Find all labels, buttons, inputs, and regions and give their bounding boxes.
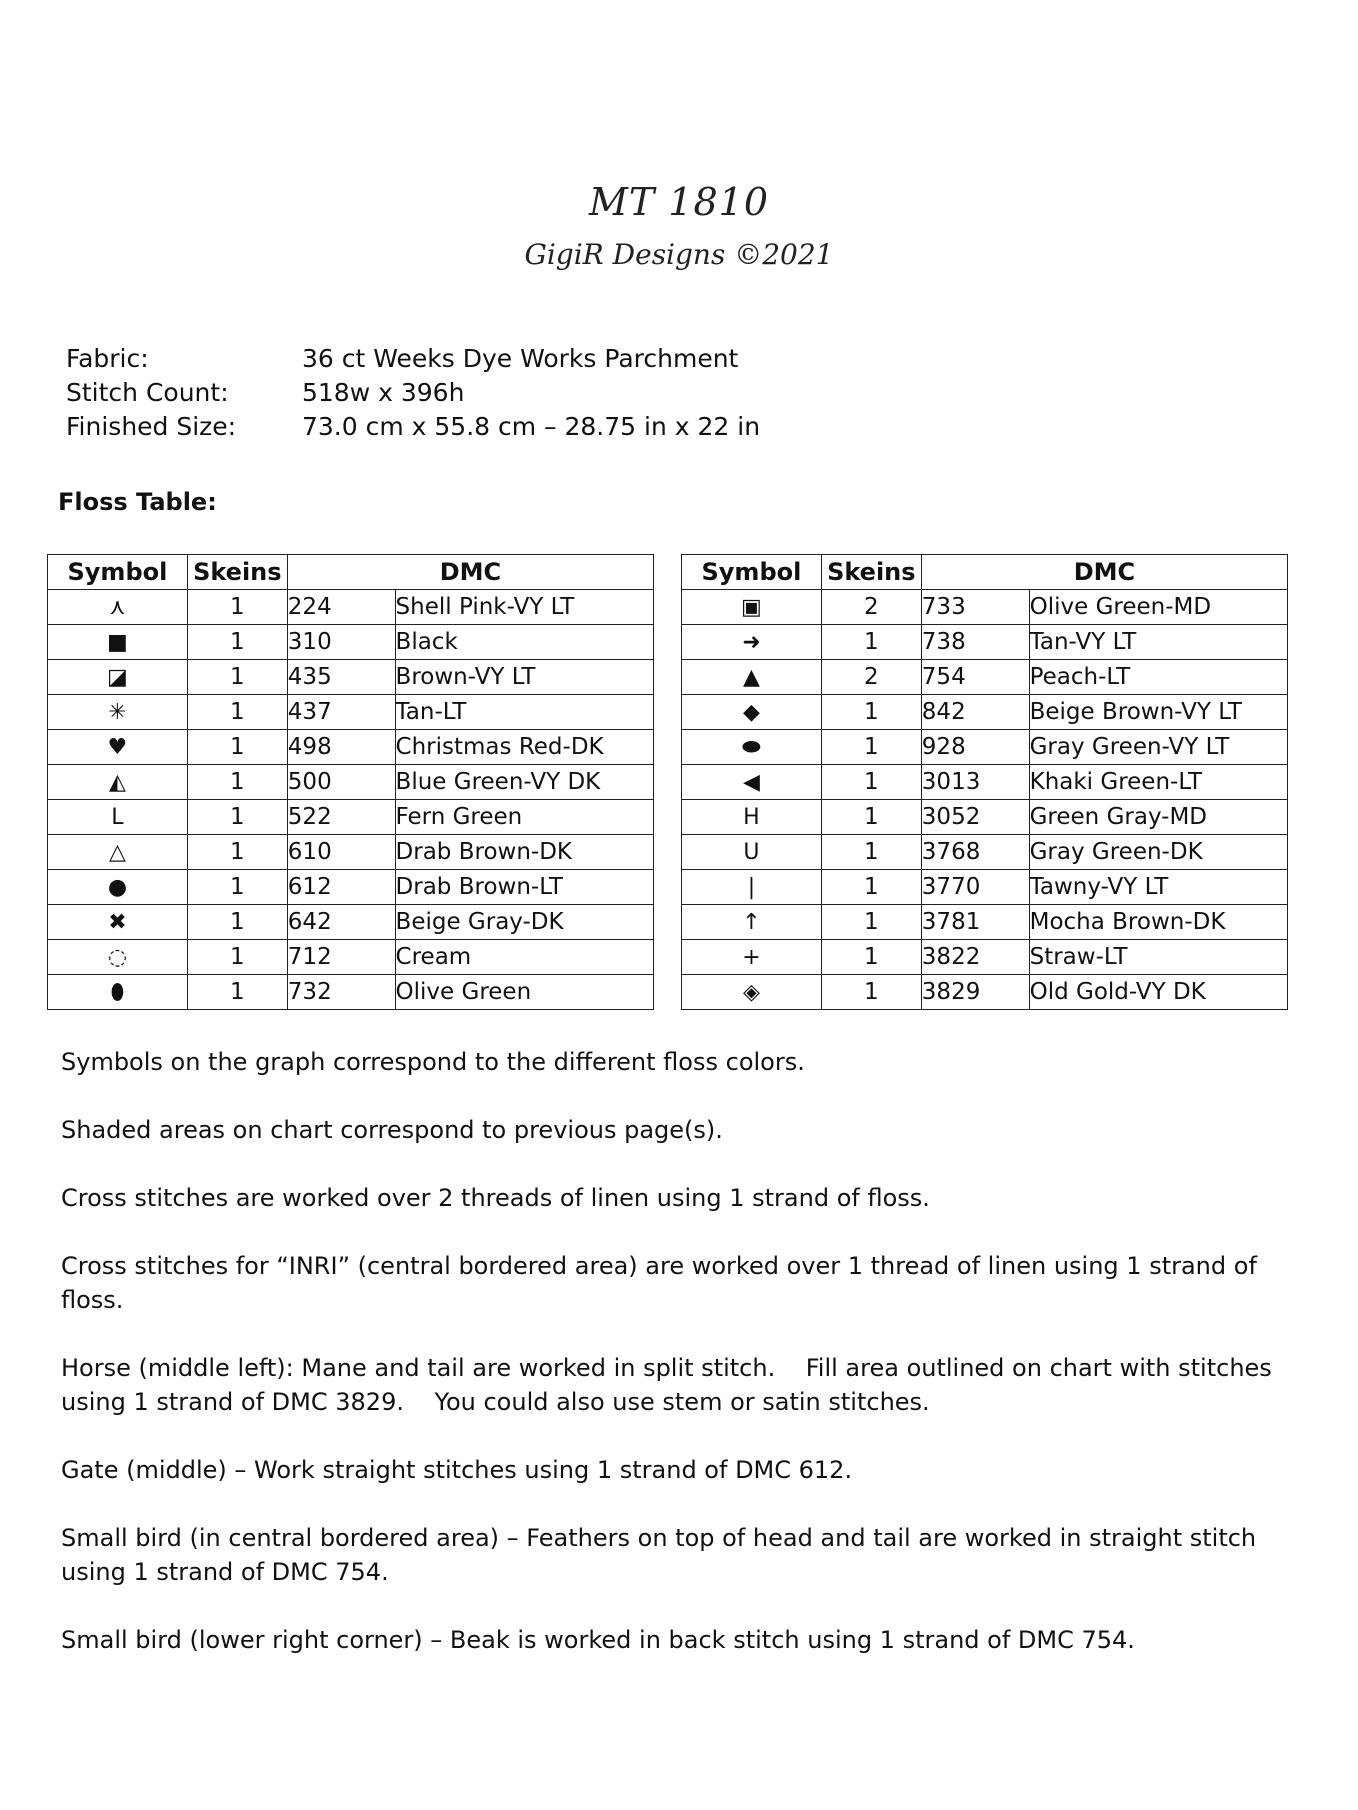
color-name-cell: Christmas Red-DK: [395, 730, 653, 765]
dmc-number-cell: 437: [287, 695, 395, 730]
skeins-cell: 1: [187, 835, 287, 870]
table-row: [48, 940, 654, 975]
skeins-cell: 1: [187, 940, 287, 975]
color-name-cell: Drab Brown-LT: [395, 870, 653, 905]
stitching-notes: [61, 1045, 1311, 1691]
spec-label: Fabric:: [66, 344, 149, 373]
table-row: [48, 730, 654, 765]
floss-table-right: [681, 554, 1288, 1010]
bold-x-icon: ✖: [48, 905, 188, 940]
dmc-number-cell: 842: [921, 695, 1029, 730]
caret-icon: ⋏: [48, 590, 188, 625]
dmc-number-cell: 610: [287, 835, 395, 870]
color-name-cell: Blue Green-VY DK: [395, 765, 653, 800]
color-name-cell: Peach-LT: [1029, 660, 1287, 695]
dmc-number-cell: 3829: [921, 975, 1029, 1010]
skeins-cell: 1: [821, 870, 921, 905]
note-paragraph: Shaded areas on chart correspond to previous page(s).: [61, 1116, 723, 1144]
skeins-cell: 1: [821, 695, 921, 730]
skeins-cell: 2: [821, 660, 921, 695]
vertical-bar-icon: |: [682, 870, 822, 905]
table-row: [682, 940, 1288, 975]
dmc-number-cell: 3768: [921, 835, 1029, 870]
dmc-header: DMC: [921, 555, 1287, 590]
table-row: [48, 905, 654, 940]
color-name-cell: Olive Green: [395, 975, 653, 1010]
skeins-cell: 1: [187, 975, 287, 1010]
dmc-number-cell: 3052: [921, 800, 1029, 835]
color-name-cell: Tan-VY LT: [1029, 625, 1287, 660]
color-name-cell: Olive Green-MD: [1029, 590, 1287, 625]
table-row: [48, 870, 654, 905]
spec-fabric: [66, 342, 760, 376]
skeins-cell: 1: [821, 730, 921, 765]
spec-stitch-count: [66, 376, 760, 410]
filled-oval-icon: ⬮: [48, 975, 188, 1010]
dmc-header: DMC: [287, 555, 653, 590]
color-name-cell: Black: [395, 625, 653, 660]
dmc-number-cell: 435: [287, 660, 395, 695]
color-name-cell: Cream: [395, 940, 653, 975]
table-row: [682, 975, 1288, 1010]
color-name-cell: Drab Brown-DK: [395, 835, 653, 870]
pattern-specs: [66, 342, 760, 444]
skeins-cell: 1: [187, 625, 287, 660]
color-name-cell: Beige Gray-DK: [395, 905, 653, 940]
color-name-cell: Straw-LT: [1029, 940, 1287, 975]
table-row: [682, 905, 1288, 940]
dmc-number-cell: 3770: [921, 870, 1029, 905]
floss-table-left: [47, 554, 654, 1010]
skeins-cell: 2: [821, 590, 921, 625]
letter-u-icon: U: [682, 835, 822, 870]
dmc-number-cell: 3013: [921, 765, 1029, 800]
note-paragraph: Gate (middle) – Work straight stitches using 1 strand of DMC 612.: [61, 1456, 853, 1484]
table-row: [682, 625, 1288, 660]
skeins-cell: 1: [187, 660, 287, 695]
dmc-number-cell: 928: [921, 730, 1029, 765]
skeins-header: Skeins: [821, 555, 921, 590]
heart-icon: ♥: [48, 730, 188, 765]
table-row: [48, 625, 654, 660]
color-name-cell: Tawny-VY LT: [1029, 870, 1287, 905]
table-row: [48, 975, 654, 1010]
dmc-number-cell: 224: [287, 590, 395, 625]
color-name-cell: Shell Pink-VY LT: [395, 590, 653, 625]
skeins-header: Skeins: [187, 555, 287, 590]
filled-diamond-icon: ◆: [682, 695, 822, 730]
skeins-cell: 1: [187, 800, 287, 835]
note-paragraph: Small bird (lower right corner) – Beak is worked in back stitch using 1 strand of DMC 754.: [61, 1626, 1135, 1654]
dmc-number-cell: 738: [921, 625, 1029, 660]
dmc-number-cell: 732: [287, 975, 395, 1010]
table-row: [682, 765, 1288, 800]
left-triangle-icon: ◀: [682, 765, 822, 800]
dmc-number-cell: 754: [921, 660, 1029, 695]
color-name-cell: Green Gray-MD: [1029, 800, 1287, 835]
skeins-cell: 1: [187, 695, 287, 730]
letter-h-icon: H: [682, 800, 822, 835]
dmc-number-cell: 642: [287, 905, 395, 940]
table-row: [682, 835, 1288, 870]
pill-icon: ⬬: [682, 730, 822, 765]
diamond-in-diamond-icon: ◈: [682, 975, 822, 1010]
up-arrow-icon: ↑: [682, 905, 822, 940]
floss-table-heading: Floss Table:: [58, 488, 217, 516]
note-paragraph: Cross stitches for “INRI” (central bordered area) are worked over 1 thread of linen using 1 strand of floss.: [61, 1252, 1265, 1314]
dmc-number-cell: 3822: [921, 940, 1029, 975]
skeins-cell: 1: [821, 905, 921, 940]
table-row: [682, 800, 1288, 835]
symbol-header: Symbol: [48, 555, 188, 590]
skeins-cell: 1: [187, 870, 287, 905]
color-name-cell: Gray Green-VY LT: [1029, 730, 1287, 765]
table-row: [48, 800, 654, 835]
skeins-cell: 1: [821, 940, 921, 975]
split-triangle-icon: ◭: [48, 765, 188, 800]
skeins-cell: 1: [187, 590, 287, 625]
asterisk-icon: ✳: [48, 695, 188, 730]
table-row: [682, 660, 1288, 695]
spec-finished-size: [66, 410, 760, 444]
dmc-number-cell: 712: [287, 940, 395, 975]
spec-label: Finished Size:: [66, 412, 237, 441]
skeins-cell: 1: [187, 765, 287, 800]
spec-value: 518w x 396h: [302, 378, 465, 407]
skeins-cell: 1: [821, 975, 921, 1010]
table-row: [48, 695, 654, 730]
filled-circle-icon: ●: [48, 870, 188, 905]
skeins-cell: 1: [821, 625, 921, 660]
note-paragraph: Horse (middle left): Mane and tail are worked in split stitch. Fill area outlined on chart with stitches using 1 strand of DMC 3829. You could also use stem or satin stitches.: [61, 1354, 1280, 1416]
spec-value: 36 ct Weeks Dye Works Parchment: [302, 344, 739, 373]
skeins-cell: 1: [821, 800, 921, 835]
outline-circle-icon: ◌: [48, 940, 188, 975]
plus-icon: +: [682, 940, 822, 975]
note-paragraph: Cross stitches are worked over 2 threads of linen using 1 strand of floss.: [61, 1184, 930, 1212]
designer-credit: GigiR Designs ©2021: [524, 238, 834, 271]
skeins-cell: 1: [187, 905, 287, 940]
color-name-cell: Khaki Green-LT: [1029, 765, 1287, 800]
dmc-number-cell: 612: [287, 870, 395, 905]
color-name-cell: Tan-LT: [395, 695, 653, 730]
dmc-number-cell: 498: [287, 730, 395, 765]
table-row: [48, 835, 654, 870]
dmc-number-cell: 3781: [921, 905, 1029, 940]
color-name-cell: Mocha Brown-DK: [1029, 905, 1287, 940]
spec-label: Stitch Count:: [66, 378, 229, 407]
table-row: [48, 765, 654, 800]
note-paragraph: Symbols on the graph correspond to the different floss colors.: [61, 1048, 805, 1076]
note-paragraph: Small bird (in central bordered area) – Feathers on top of head and tail are worked in straight stitch using 1 strand of DMC 754.: [61, 1524, 1264, 1586]
table-row: [48, 660, 654, 695]
table-header-row: [48, 555, 654, 590]
dmc-number-cell: 522: [287, 800, 395, 835]
table-row: [682, 730, 1288, 765]
filled-square-icon: ■: [48, 625, 188, 660]
color-name-cell: Brown-VY LT: [395, 660, 653, 695]
skeins-cell: 1: [821, 835, 921, 870]
symbol-header: Symbol: [682, 555, 822, 590]
spec-value: 73.0 cm x 55.8 cm – 28.75 in x 22 in: [302, 412, 761, 441]
filled-triangle-icon: ▲: [682, 660, 822, 695]
skeins-cell: 1: [187, 730, 287, 765]
table-row: [682, 870, 1288, 905]
table-row: [682, 695, 1288, 730]
table-header-row: [682, 555, 1288, 590]
checkered-square-icon: ◪: [48, 660, 188, 695]
color-name-cell: Beige Brown-VY LT: [1029, 695, 1287, 730]
dmc-number-cell: 500: [287, 765, 395, 800]
letter-l-icon: L: [48, 800, 188, 835]
outline-triangle-icon: △: [48, 835, 188, 870]
color-name-cell: Fern Green: [395, 800, 653, 835]
skeins-cell: 1: [821, 765, 921, 800]
dmc-number-cell: 310: [287, 625, 395, 660]
page-title: MT 1810: [588, 180, 770, 224]
dmc-number-cell: 733: [921, 590, 1029, 625]
color-name-cell: Old Gold-VY DK: [1029, 975, 1287, 1010]
right-arrow-icon: ➜: [682, 625, 822, 660]
table-row: [682, 590, 1288, 625]
square-dot-icon: ▣: [682, 590, 822, 625]
table-row: [48, 590, 654, 625]
color-name-cell: Gray Green-DK: [1029, 835, 1287, 870]
